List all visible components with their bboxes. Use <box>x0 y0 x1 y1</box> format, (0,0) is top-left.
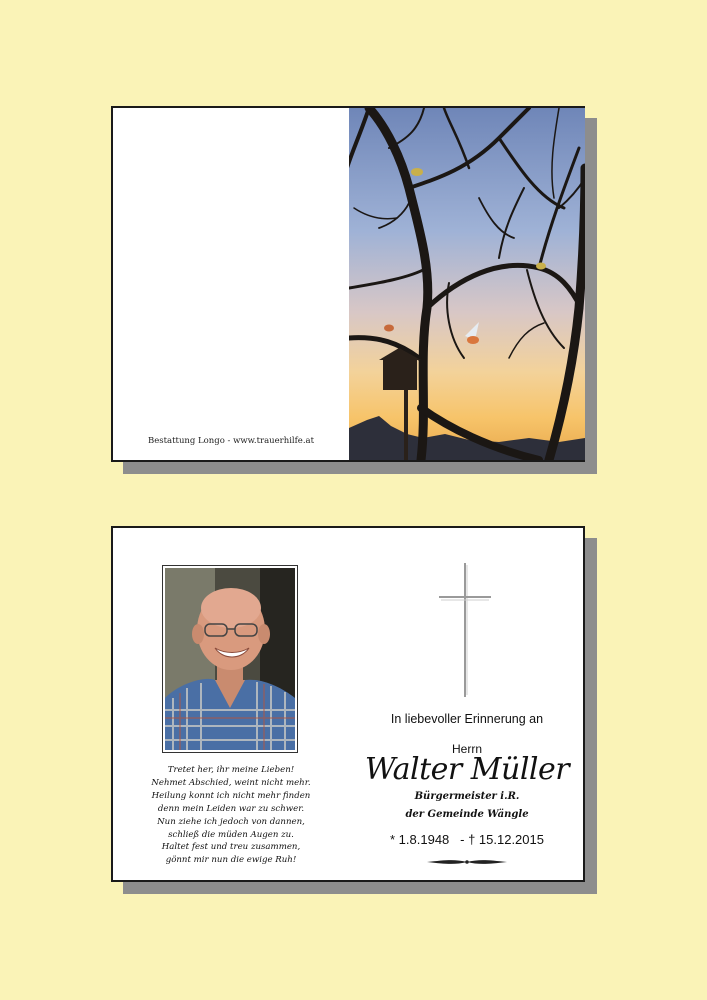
birth-date: * 1.8.1948 <box>390 832 450 847</box>
poem-line: schließ die müden Augen zu. <box>168 829 294 840</box>
front-left-panel <box>113 108 349 460</box>
front-photo <box>349 108 585 460</box>
cross-icon <box>435 561 495 706</box>
poem-line: Nehmet Abschied, weint nicht mehr. <box>151 777 311 788</box>
poem-line: gönnt mir nun die ewige Ruh! <box>165 855 297 866</box>
ornament-divider-icon <box>425 854 509 872</box>
poem-line: Haltet fest und treu zusammen, <box>161 842 301 853</box>
life-dates <box>349 832 585 847</box>
front-card <box>111 106 585 462</box>
poem <box>133 764 329 867</box>
deceased-name: Walter Müller <box>364 752 570 787</box>
memory-line: In liebevoller Erinnerung an <box>390 712 544 726</box>
poem-line: denn mein Leiden war zu schwer. <box>157 803 305 814</box>
title-line-1: Bürgermeister i.R. <box>414 791 520 802</box>
poem-line: Nun ziehe ich jedoch von dannen, <box>157 816 305 827</box>
poem-line: Heilung konnt ich nicht mehr finden <box>151 790 311 801</box>
portrait-photo <box>162 565 298 753</box>
death-date: - † 15.12.2015 <box>460 832 544 847</box>
inside-card <box>111 526 585 882</box>
imprint-text: Bestattung Longo - www.trauerhilfe.at <box>147 436 315 446</box>
title-line-2: der Gemeinde Wängle <box>405 809 529 820</box>
poem-line: Tretet her, ihr meine Lieben! <box>167 765 295 775</box>
salutation: Herrn <box>451 742 482 756</box>
